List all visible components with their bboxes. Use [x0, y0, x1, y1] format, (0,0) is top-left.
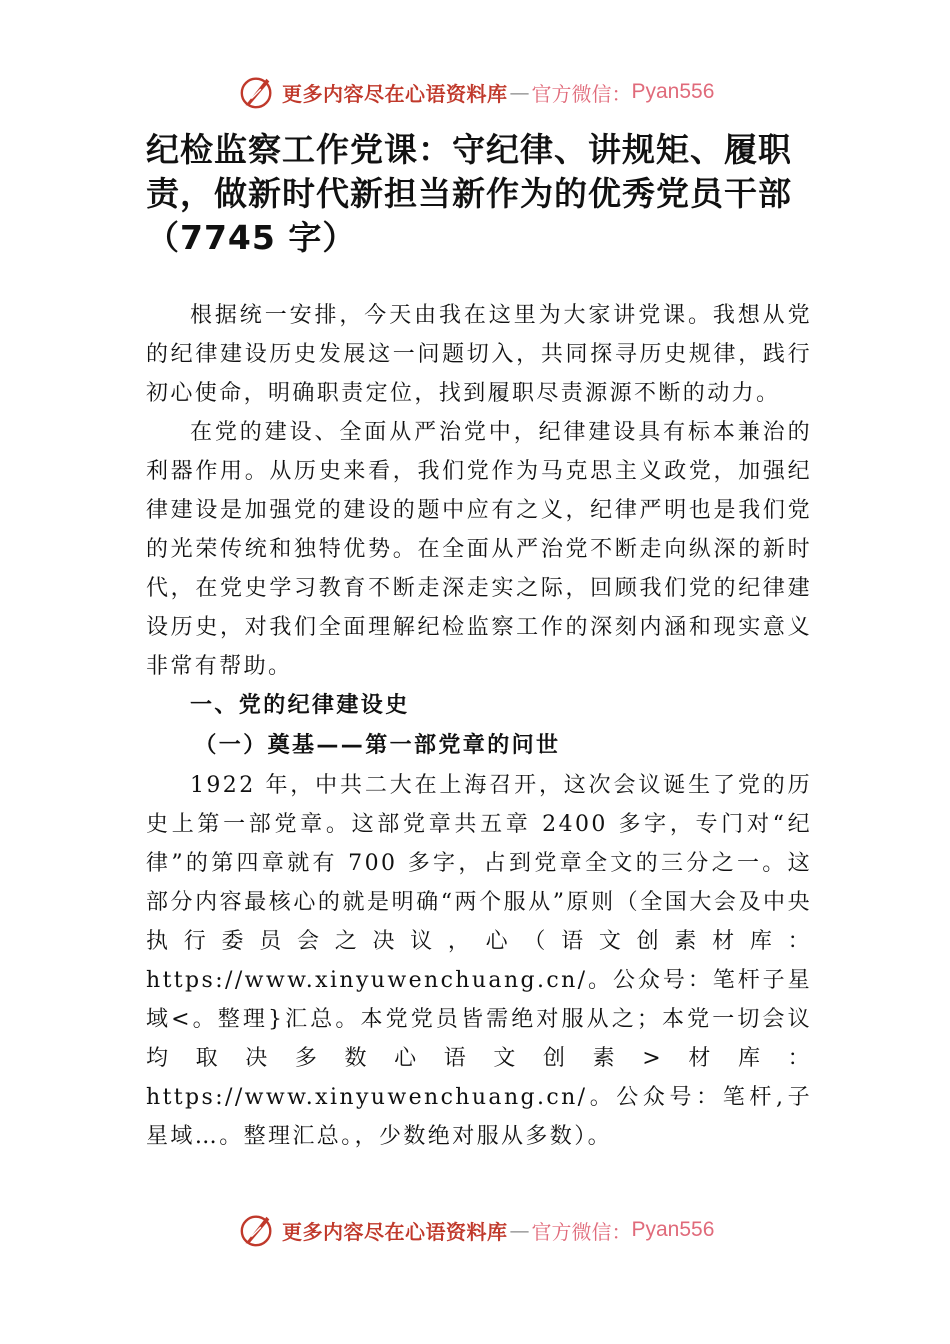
banner-slogan: 更多内容尽在心语资料库: [282, 81, 508, 106]
banner-wechat-label: 官方微信：: [531, 1219, 632, 1244]
banner-dash: —: [509, 80, 530, 104]
banner-slogan: 更多内容尽在心语资料库: [282, 1219, 508, 1244]
document-title: 纪检监察工作党课：守纪律、讲规矩、履职责，做新时代新担当新作为的优秀党员干部（7745 字）: [146, 130, 792, 257]
paragraph-1922: 1922 年，中共二大在上海召开，这次会议诞生了党的历史上第一部党章。这部党章共五章 2400 多字，专门对“纪律”的第四章就有 700 多字，占到党章全文的三分之一。这部分内容最核心的就是明确“两个服从”原则（全国大会及中央执行委员会之决议，心（语文创素材库：https://www.xinyuwenchuang.cn/。公众号：笔杆子星域<。整理}汇总。本党党员皆需绝对服从之；本党一切会议均取决多数心语文创素>材库：https://www.xinyuwenchuang.cn/。公众号：笔杆,子星域…。整理汇总。，少数绝对服从多数）。: [146, 773, 812, 1149]
banner-wechat-id: Pyan556: [631, 1218, 715, 1241]
paragraph-intro: 根据统一安排，今天由我在这里为大家讲党课。我想从党的纪律建设历史发展这一问题切入，共同探寻历史规律，践行初心使命，明确职责定位，找到履职尽责源源不断的动力。: [146, 303, 812, 406]
quill-logo-icon: [238, 73, 276, 111]
banner-wechat-label: 官方微信：: [531, 81, 632, 106]
banner-dash: —: [509, 1218, 530, 1242]
quill-logo-icon: [238, 1211, 276, 1249]
document-body: [146, 296, 812, 1156]
subsection-heading: （一）奠基——第一部党章的问世: [194, 733, 561, 758]
paragraph-discipline: 在党的建设、全面从严治党中，纪律建设具有标本兼治的利器作用。从历史来看，我们党作为马克思主义政党，加强纪律建设是加强党的建设的题中应有之义，纪律严明也是我们党的光荣传统和独特优势。在全面从严治党不断走向纵深的新时代，在党史学习教育不断走深走实之际，回顾我们党的纪律建设历史，对我们全面理解纪检监察工作的深刻内涵和现实意义非常有帮助。: [146, 420, 812, 679]
banner-wechat-id: Pyan556: [631, 80, 715, 103]
section-heading: 一、党的纪律建设史: [190, 693, 410, 718]
footer-banner: [238, 1208, 714, 1252]
header-banner: [238, 70, 714, 114]
